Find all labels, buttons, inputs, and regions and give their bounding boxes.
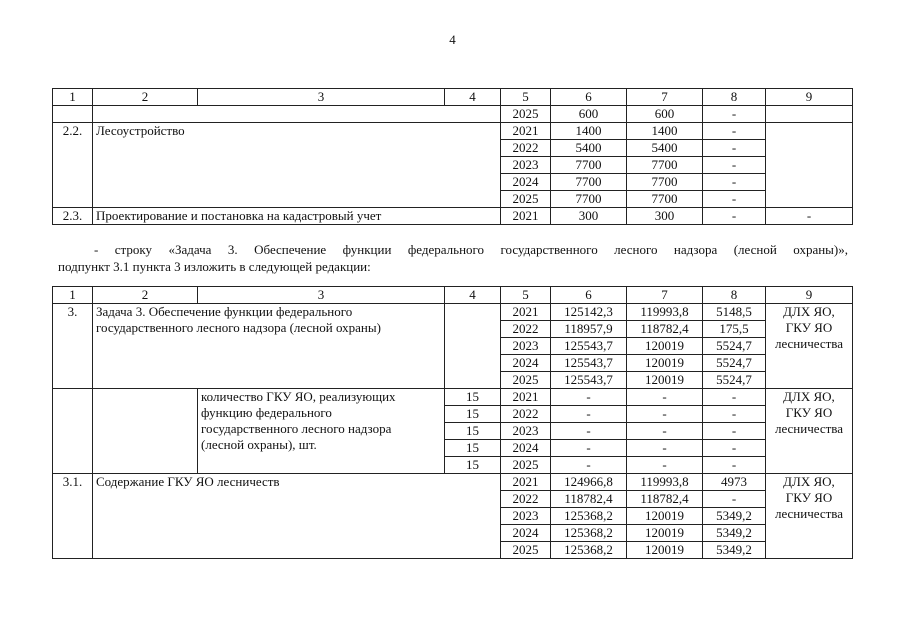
col-header-2: 2 (93, 287, 198, 304)
value-cell: - (627, 457, 703, 474)
value-cell: 120019 (627, 508, 703, 525)
value-cell: 7700 (551, 157, 627, 174)
value-cell: 125368,2 (551, 508, 627, 525)
instruction-line-2: подпункт 3.1 пункта 3 изложить в следующей редакции: (58, 259, 371, 274)
value-cell: - (703, 491, 766, 508)
year-cell: 2025 (501, 542, 551, 559)
column-number-row (53, 287, 853, 304)
executor-line: лесничества (774, 336, 844, 351)
executor-line: ГКУ ЯО (785, 490, 833, 505)
year-cell: 2025 (501, 106, 551, 123)
value-cell: 125142,3 (551, 304, 627, 321)
value-cell: 125368,2 (551, 525, 627, 542)
col-header-6: 6 (551, 287, 627, 304)
executor-line: ДЛХ ЯО, (783, 474, 835, 489)
value-cell: 125543,7 (551, 372, 627, 389)
value-cell: 7700 (627, 174, 703, 191)
value-cell: 5400 (551, 140, 627, 157)
value-cell: 124966,8 (551, 474, 627, 491)
row-number: 3.1. (53, 474, 93, 559)
value-cell: - (766, 208, 853, 225)
value-cell: 5524,7 (703, 355, 766, 372)
value-cell: 1400 (627, 123, 703, 140)
year-cell: 2021 (501, 123, 551, 140)
col-header-2: 2 (93, 89, 198, 106)
year-cell: 2023 (501, 157, 551, 174)
value-cell: - (703, 123, 766, 140)
col-header-5: 5 (501, 287, 551, 304)
value-cell: 119993,8 (627, 304, 703, 321)
executor-line: ДЛХ ЯО, (783, 304, 835, 319)
table-row (53, 123, 853, 140)
executor-line: лесничества (774, 421, 844, 436)
cell-empty (766, 123, 853, 208)
col-header-1: 1 (53, 287, 93, 304)
year-cell: 2022 (501, 321, 551, 338)
value-cell: - (703, 440, 766, 457)
page-number: 4 (449, 32, 456, 47)
row-name: Лесоустройство (93, 123, 501, 208)
col-header-4: 4 (445, 287, 501, 304)
col-header-9: 9 (766, 89, 853, 106)
value-cell: 5349,2 (703, 525, 766, 542)
executor-cell (766, 474, 853, 559)
table-row (53, 106, 853, 123)
value-cell: - (703, 457, 766, 474)
table-row (53, 474, 853, 491)
row-number: 2.3. (53, 208, 93, 225)
value-cell: 5400 (627, 140, 703, 157)
year-cell: 2021 (501, 474, 551, 491)
value-cell: - (551, 423, 627, 440)
value-cell: 7700 (627, 191, 703, 208)
value-cell: - (551, 389, 627, 406)
value-cell: - (551, 406, 627, 423)
value-cell: 120019 (627, 355, 703, 372)
col-header-1: 1 (53, 89, 93, 106)
value-cell: 7700 (627, 157, 703, 174)
year-cell: 2025 (501, 457, 551, 474)
value-cell: - (703, 389, 766, 406)
year-cell: 2023 (501, 508, 551, 525)
value-cell: - (703, 106, 766, 123)
value-cell: - (627, 423, 703, 440)
year-cell: 2024 (501, 174, 551, 191)
value-cell: 125368,2 (551, 542, 627, 559)
col-header-4: 4 (445, 89, 501, 106)
value-cell: - (703, 423, 766, 440)
col-header-5: 5 (501, 89, 551, 106)
table-row (53, 389, 853, 406)
table-row (53, 304, 853, 321)
col-header-7: 7 (627, 89, 703, 106)
year-cell: 2023 (501, 338, 551, 355)
executor-cell (766, 304, 853, 389)
cell-empty (766, 106, 853, 123)
value-cell: - (703, 406, 766, 423)
table-row (53, 208, 853, 225)
task-title-line: государственного лесного надзора (лесной охраны) (96, 320, 381, 335)
cell-empty (53, 106, 93, 123)
value-cell: - (703, 174, 766, 191)
value-cell: 300 (627, 208, 703, 225)
executor-line: ГКУ ЯО (785, 405, 833, 420)
year-cell: 2022 (501, 140, 551, 157)
value-cell: - (703, 191, 766, 208)
indicator-value: 15 (445, 440, 501, 457)
col-header-7: 7 (627, 287, 703, 304)
value-cell: 5148,5 (703, 304, 766, 321)
value-cell: 118957,9 (551, 321, 627, 338)
executor-line: ДЛХ ЯО, (783, 389, 835, 404)
year-cell: 2023 (501, 423, 551, 440)
year-cell: 2024 (501, 440, 551, 457)
indicator-line: функцию федерального (201, 405, 332, 420)
value-cell: - (703, 157, 766, 174)
value-cell: - (551, 457, 627, 474)
value-cell: 4973 (703, 474, 766, 491)
cell-empty (445, 304, 501, 389)
year-cell: 2024 (501, 355, 551, 372)
value-cell: 118782,4 (627, 491, 703, 508)
row-number: 3. (53, 304, 93, 389)
indicator-line: (лесной охраны), шт. (201, 437, 317, 452)
value-cell: - (703, 208, 766, 225)
cell-empty (93, 389, 198, 474)
value-cell: 5524,7 (703, 338, 766, 355)
year-cell: 2021 (501, 389, 551, 406)
value-cell: - (703, 140, 766, 157)
value-cell: 7700 (551, 174, 627, 191)
value-cell: 125543,7 (551, 338, 627, 355)
indicator-line: государственного лесного надзора (201, 421, 392, 436)
value-cell: 118782,4 (551, 491, 627, 508)
value-cell: - (551, 440, 627, 457)
value-cell: 5349,2 (703, 508, 766, 525)
executor-cell (766, 389, 853, 474)
year-cell: 2025 (501, 191, 551, 208)
row-number: 2.2. (53, 123, 93, 208)
col-header-8: 8 (703, 287, 766, 304)
value-cell: 125543,7 (551, 355, 627, 372)
executor-line: лесничества (774, 506, 844, 521)
year-cell: 2021 (501, 304, 551, 321)
program-table-part2 (52, 286, 853, 559)
indicator-value: 15 (445, 389, 501, 406)
value-cell: 118782,4 (627, 321, 703, 338)
task-title (93, 304, 445, 389)
value-cell: 119993,8 (627, 474, 703, 491)
col-header-3: 3 (198, 287, 445, 304)
year-cell: 2022 (501, 491, 551, 508)
indicator-value: 15 (445, 406, 501, 423)
value-cell: 120019 (627, 525, 703, 542)
row-name: Проектирование и постановка на кадастровый учет (93, 208, 501, 225)
program-table-part1 (52, 88, 853, 225)
value-cell: - (627, 406, 703, 423)
value-cell: 5349,2 (703, 542, 766, 559)
year-cell: 2024 (501, 525, 551, 542)
instruction-line-1: - строку «Задача 3. Обеспечение функции федерального государственного лесного надзора (лесной охраны)», (94, 242, 848, 257)
value-cell: 120019 (627, 542, 703, 559)
value-cell: - (627, 440, 703, 457)
value-cell: 300 (551, 208, 627, 225)
value-cell: 120019 (627, 372, 703, 389)
column-number-row (53, 89, 853, 106)
value-cell: 1400 (551, 123, 627, 140)
cell-empty (93, 106, 501, 123)
value-cell: 600 (627, 106, 703, 123)
year-cell: 2021 (501, 208, 551, 225)
value-cell: 120019 (627, 338, 703, 355)
col-header-3: 3 (198, 89, 445, 106)
col-header-6: 6 (551, 89, 627, 106)
value-cell: 600 (551, 106, 627, 123)
task-title-line: Задача 3. Обеспечение функции федерального (96, 304, 353, 319)
col-header-8: 8 (703, 89, 766, 106)
col-header-9: 9 (766, 287, 853, 304)
cell-empty (53, 389, 93, 474)
executor-line: ГКУ ЯО (785, 320, 833, 335)
year-cell: 2025 (501, 372, 551, 389)
row-name: Содержание ГКУ ЯО лесничеств (93, 474, 501, 559)
value-cell: 5524,7 (703, 372, 766, 389)
indicator-text (198, 389, 445, 474)
value-cell: 175,5 (703, 321, 766, 338)
indicator-value: 15 (445, 423, 501, 440)
value-cell: - (627, 389, 703, 406)
indicator-line: количество ГКУ ЯО, реализующих (201, 389, 396, 404)
value-cell: 7700 (551, 191, 627, 208)
indicator-value: 15 (445, 457, 501, 474)
year-cell: 2022 (501, 406, 551, 423)
